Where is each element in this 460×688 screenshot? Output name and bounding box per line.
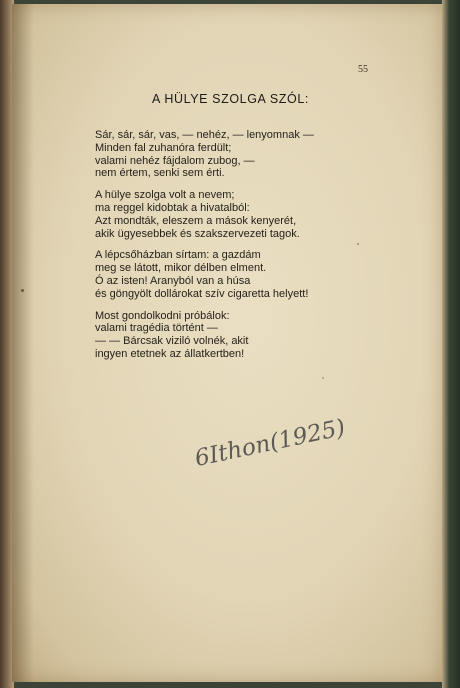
poem-line: Ó az isten! Aranyból van a húsa (95, 274, 251, 287)
poem-body (95, 129, 395, 370)
poem-line: valami nehéz fájdalom zubog, — (95, 154, 255, 167)
handwritten-annotation (192, 414, 348, 486)
stanza-3 (95, 249, 395, 300)
poem-line: meg se látott, mikor délben elment. (95, 262, 267, 275)
poem-line: és göngyölt dollárokat szív cigaretta helyett! (95, 287, 309, 300)
stanza-1 (95, 129, 395, 180)
binding-shadow (12, 4, 34, 682)
poem-title: A HÜLYE SZOLGA SZÓL: (152, 92, 309, 106)
poem-line: Most gondolkodni próbálok: (95, 309, 230, 322)
handwritten-note: 6Ithon(1925) (192, 414, 348, 472)
paper-fleck (322, 377, 324, 379)
poem-line: akik ügyesebbek és szakszervezeti tagok. (95, 227, 300, 240)
poem-line: Sár, sár, sár, vas, — nehéz, — lenyomnak — (95, 129, 314, 141)
poem-line: A hülye szolga volt a nevem; (95, 189, 235, 202)
book-cover-edge (442, 0, 460, 688)
poem-line: A lépcsőházban sírtam: a gazdám (95, 249, 261, 262)
poem-line: nem értem, senki sem érti. (95, 167, 225, 180)
stanza-4 (95, 310, 395, 361)
paper-fleck (21, 289, 24, 292)
page-number: 55 (358, 64, 368, 75)
poem-line: Azt mondták, eleszem a mások kenyerét, (95, 214, 297, 227)
poem-line: ma reggel kidobtak a hivatalból: (95, 201, 250, 214)
stanza-2 (95, 189, 395, 240)
poem-line: — — Bárcsak viziló volnék, akit (95, 335, 249, 348)
poem-line: ingyen etetnek az állatkertben! (95, 347, 245, 360)
poem-line: valami tragédia történt — (95, 322, 218, 335)
poem-line: Minden fal zuhanóra ferdült; (95, 141, 232, 154)
